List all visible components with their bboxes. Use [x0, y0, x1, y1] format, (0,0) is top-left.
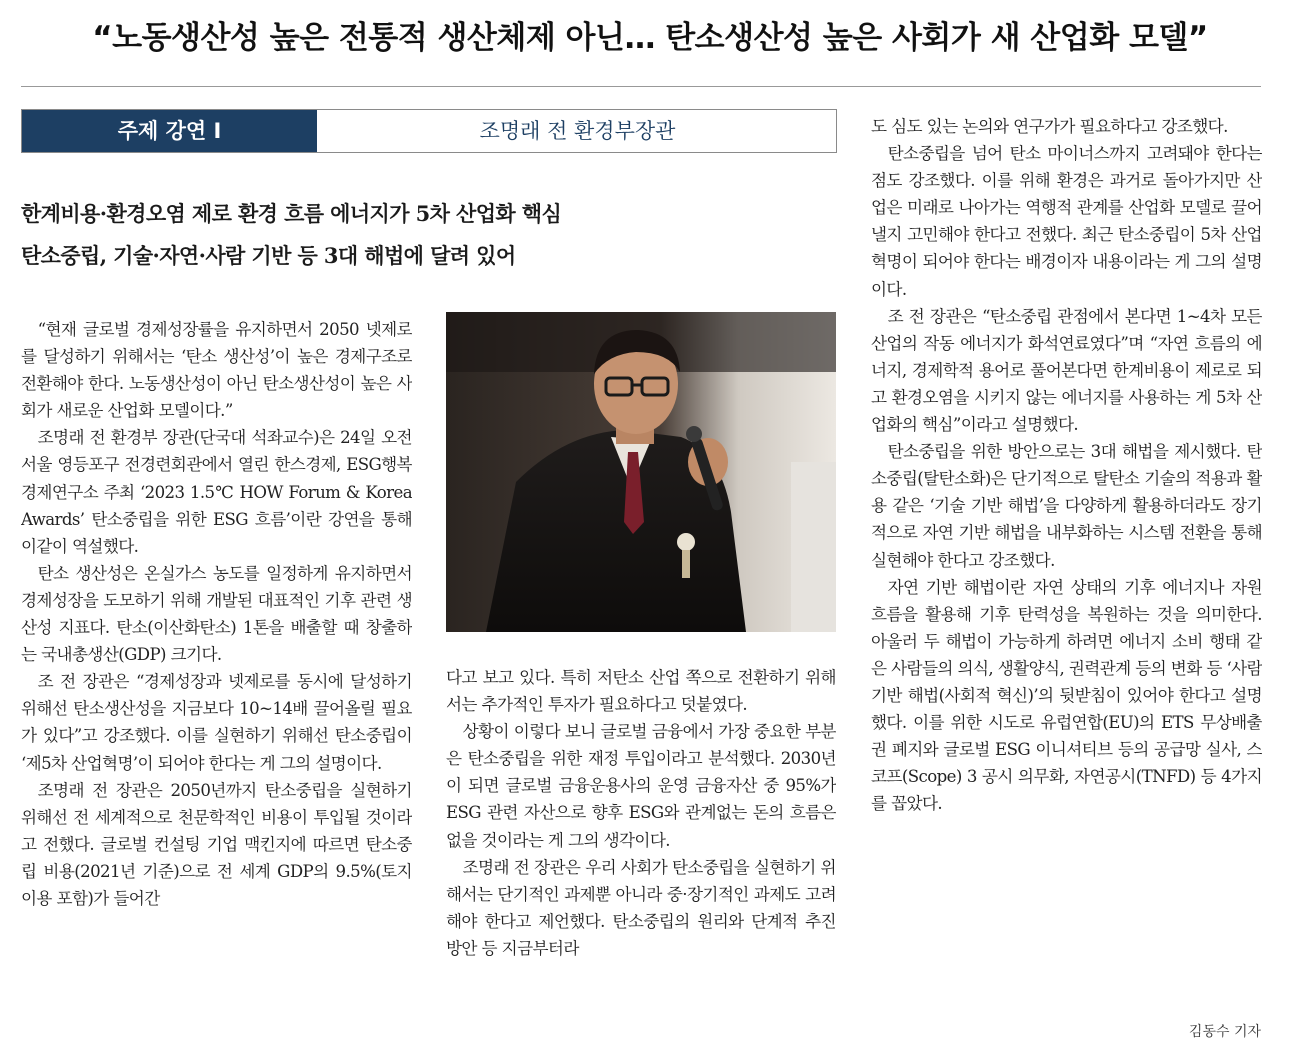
paragraph: 조명래 전 장관은 우리 사회가 탄소중립을 실현하기 위해서는 단기적인 과제뿐 아니라 중·장기적인 과제도 고려해야 한다고 제언했다. 탄소중립의 원리와 단계적 추진 방안 등 지금부터라 [446, 857, 836, 958]
subheadline-2: 탄소중립, 기술·자연·사람 기반 등 3대 해법에 달려 있어 [21, 243, 516, 268]
paragraph: 조 전 장관은 “경제성장과 넷제로를 동시에 달성하기 위해선 탄소생산성을 지금보다 10~14배 끌어올릴 필요가 있다”고 강조했다. 이를 실현하기 위해선 탄소중립이 ‘제5차 산업혁명’이 되어야 한다는 게 그의 설명이다. [21, 672, 412, 773]
paragraph: 상황이 이렇다 보니 글로벌 금융에서 가장 중요한 부분은 탄소중립을 위한 재정 투입이라고 분석했다. 2030년이 되면 글로벌 금융운용사의 운영 금융자산 중 95%가 ESG 관련 자산으로 향후 ESG와 관계없는 돈의 흐름은 없을 것이라는 게 그의 생각이다. [446, 722, 836, 850]
topic-label: 주제 강연 Ⅰ [22, 110, 317, 152]
paragraph: 조명래 전 장관은 2050년까지 탄소중립을 실현하기 위해선 전 세계적으로 천문학적인 비용이 투입될 것이라고 전했다. 글로벌 컨설팅 기업 맥킨지에 따르면 탄소중립 비용(2021년 기준)으로 전 세계 GDP의 9.5%(토지 이용 포함)가 들어간 [21, 780, 412, 908]
article-column-2 [446, 664, 836, 1051]
paragraph: 조 전 장관은 “탄소중립 관점에서 본다면 1~4차 모든 산업의 작동 에너지가 화석연료였다”며 “자연 흐름의 에너지, 경제학적 용어로 풀어본다면 한계비용이 제로로 되고 환경오염을 시키지 않는 에너지를 사용하는 게 5차 산업화의 핵심”이라고 설명했다. [871, 306, 1262, 435]
article-column-1 [21, 316, 412, 1051]
paragraph: 탄소중립을 위한 방안으로는 3대 해법을 제시했다. 탄소중립(탈탄소화)은 단기적으로 탈탄소 기술의 적용과 활용 같은 ‘기술 기반 해법’을 다양하게 활용하더라도 장기적으로 자연 기반 해법을 내부화하는 시스템 전환을 통해 실현해야 한다고 강조했다. [871, 442, 1262, 570]
byline: 김동수 기자 [1188, 1024, 1261, 1040]
topic-banner [21, 109, 837, 153]
paragraph: “현재 글로벌 경제성장률을 유지하면서 2050 넷제로를 달성하기 위해서는 ‘탄소 생산성’이 높은 경제구조로 전환해야 한다. 노동생산성이 아닌 탄소생산성이 높은 사회가 새로운 산업화 모델이다.” [21, 320, 412, 421]
speaker-name: 조명래 전 환경부장관 [479, 119, 676, 143]
paragraph: 조명래 전 환경부 장관(단국대 석좌교수)은 24일 오전 서울 영등포구 전경련회관에서 열린 한스경제, ESG행복경제연구소 주최 ‘2023 1.5℃ HOW Forum & Korea Awards’ 탄소중립을 위한 ESG 흐름’이란 강연을 통해 이같이 역설했다. [21, 428, 412, 556]
paragraph: 도 심도 있는 논의와 연구가가 필요하다고 강조했다. [871, 117, 1228, 136]
speaker-photo [446, 312, 836, 632]
paragraph: 탄소 생산성은 온실가스 농도를 일정하게 유지하면서 경제성장을 도모하기 위해 개발된 대표적인 기후 관련 생산성 지표다. 탄소(이산화탄소) 1톤을 배출할 때 창출하는 국내총생산(GDP) 크기다. [21, 563, 412, 665]
divider [21, 86, 1261, 87]
subheadline-1: 한계비용·환경오염 제로 환경 흐름 에너지가 5차 산업화 핵심 [21, 201, 562, 226]
headline: “노동생산성 높은 전통적 생산체제 아닌… 탄소생산성 높은 사회가 새 산업화 모델” [92, 20, 1208, 56]
paragraph: 탄소중립을 넘어 탄소 마이너스까지 고려돼야 한다는 점도 강조했다. 이를 위해 환경은 과거로 돌아가지만 산업은 미래로 나아가는 역행적 관계를 산업화 모델로 끌어낼지 고민해야 한다고 전했다. 최근 탄소중립이 5차 산업혁명이 되어야 한다는 배경이자 내용이라는 게 그의 설명이다. [871, 144, 1262, 299]
paragraph: 자연 기반 해법이란 자연 상태의 기후 에너지나 자원 흐름을 활용해 기후 탄력성을 복원하는 것을 의미한다. 아울러 두 해법이 가능하게 하려면 에너지 소비 행태 같은 사람들의 의식, 생활양식, 권력관계 등의 변화 등 ‘사람 기반 해법(사회적 혁신)’의 뒷받침이 있어야 한다고 설명했다. 이를 위한 시도로 유럽연합(EU)의 ETS 무상배출권 폐지와 글로벌 ESG 이니셔티브 등의 공급망 실사, 스코프(Scope) 3 공시 의무화, 자연공시(TNFD) 등 4가지를 꼽았다. [871, 577, 1262, 814]
paragraph: 다고 보고 있다. 특히 저탄소 산업 쪽으로 전환하기 위해서는 추가적인 투자가 필요하다고 덧붙였다. [446, 668, 836, 715]
article-column-3 [871, 113, 1262, 1013]
